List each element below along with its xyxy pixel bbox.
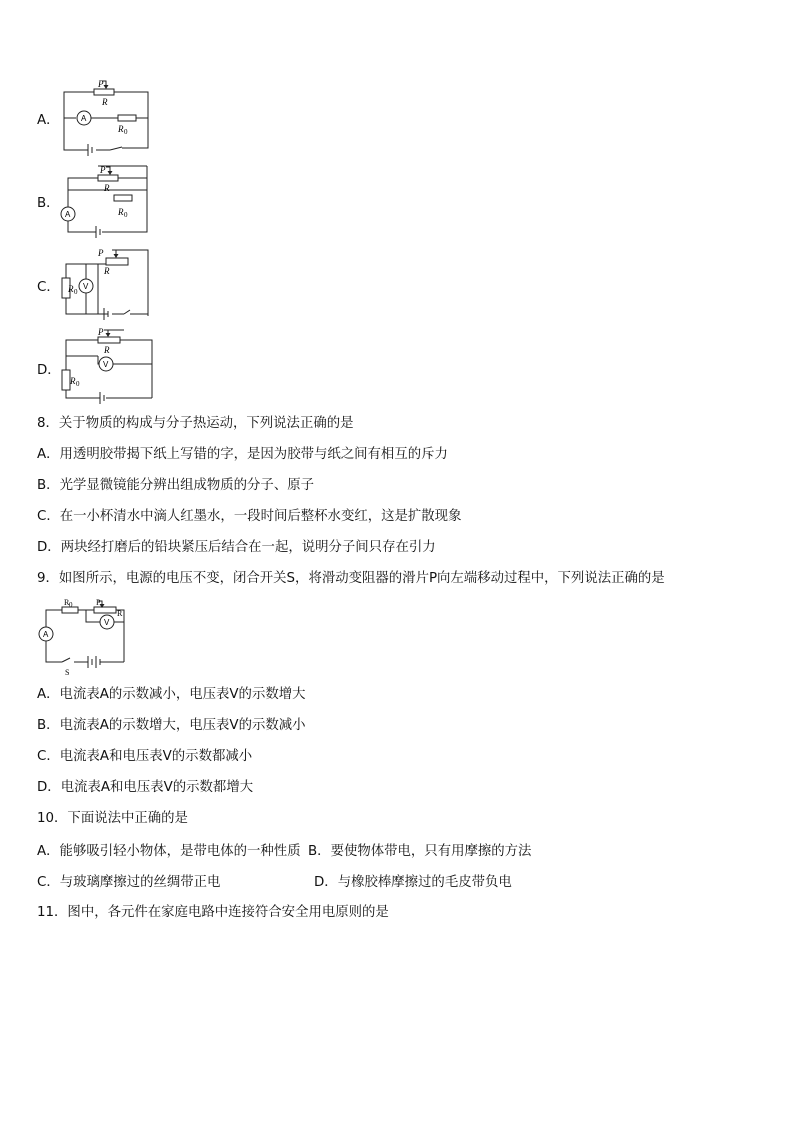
rheostat-label: R (104, 345, 110, 355)
q8-option-a: A．用透明胶带揭下纸上写错的字，是因为胶带与纸之间有相互的斥力 (37, 447, 448, 462)
q10-option-d: D．与橡胶棒摩擦过的毛皮带负电 (314, 875, 512, 890)
fixed-resistor-subscript: 0 (69, 601, 73, 609)
fixed-resistor-label: R (64, 598, 70, 607)
option-a-letter: A． (37, 113, 60, 128)
ammeter-icon: A (65, 210, 71, 219)
q9-option-c: C．电流表A和电压表V的示数都减小 (37, 749, 253, 764)
fixed-resistor-label: R (70, 376, 76, 386)
fixed-resistor-subscript: 0 (124, 128, 128, 136)
q8-option-b: B．光学显微镜能分辨出组成物质的分子、原子 (37, 478, 314, 493)
q9-circuit-diagram (36, 596, 130, 678)
option-c-letter: C． (37, 280, 60, 295)
voltmeter-icon: V (83, 282, 89, 291)
q9-option-d: D．电流表A和电压表V的示数都增大 (37, 780, 254, 795)
q8-stem: 8．关于物质的构成与分子热运动，下列说法正确的是 (37, 416, 354, 431)
ammeter-icon: A (43, 630, 49, 639)
slider-label: P (98, 327, 104, 337)
rheostat-label: R (104, 266, 110, 276)
voltmeter-icon: V (103, 360, 109, 369)
circuit-diagram-c (58, 244, 152, 322)
option-d-letter: D． (37, 363, 61, 378)
fixed-resistor-label: R (118, 207, 124, 217)
q8-option-c: C．在一小杯清水中滴人红墨水，一段时间后整杯水变红，这是扩散现象 (37, 509, 462, 524)
circuit-diagram-d (58, 326, 156, 404)
fixed-resistor-label: R (118, 124, 124, 134)
slider-label: P (100, 165, 106, 175)
ammeter-icon: A (81, 114, 87, 123)
q9-option-a: A．电流表A的示数减小，电压表V的示数增大 (37, 687, 306, 702)
slider-label: P (96, 598, 101, 607)
fixed-resistor-subscript: 0 (124, 211, 128, 219)
circuit-diagram-b (58, 160, 152, 240)
voltmeter-icon: V (104, 618, 110, 627)
q10-option-a: A．能够吸引轻小物体，是带电体的一种性质 (37, 844, 301, 859)
q9-stem: 9．如图所示，电源的电压不变，闭合开关S，将滑动变阻器的滑片P向左端移动过程中，下列说法正确的是 (37, 571, 665, 586)
rheostat-label: R (117, 609, 123, 618)
fixed-resistor-label: R (68, 284, 74, 294)
rheostat-label: R (104, 183, 110, 193)
q10-option-b: B．要使物体带电，只有用摩擦的方法 (308, 844, 532, 859)
q10-option-c: C．与玻璃摩擦过的丝绸带正电 (37, 875, 221, 890)
q8-option-d: D．两块经打磨后的铅块紧压后结合在一起，说明分子间只存在引力 (37, 540, 436, 555)
option-b-letter: B． (37, 196, 60, 211)
q11-stem: 11．图中，各元件在家庭电路中连接符合安全用电原则的是 (37, 905, 389, 920)
circuit-diagram-a (60, 78, 152, 156)
rheostat-label: R (102, 97, 108, 107)
q9-option-b: B．电流表A的示数增大，电压表V的示数减小 (37, 718, 306, 733)
slider-label: P (98, 248, 104, 258)
switch-label: S (65, 668, 70, 677)
fixed-resistor-subscript: 0 (76, 380, 80, 388)
q10-stem: 10．下面说法中正确的是 (37, 811, 188, 826)
fixed-resistor-subscript: 0 (74, 288, 78, 296)
slider-label: P (98, 79, 104, 89)
